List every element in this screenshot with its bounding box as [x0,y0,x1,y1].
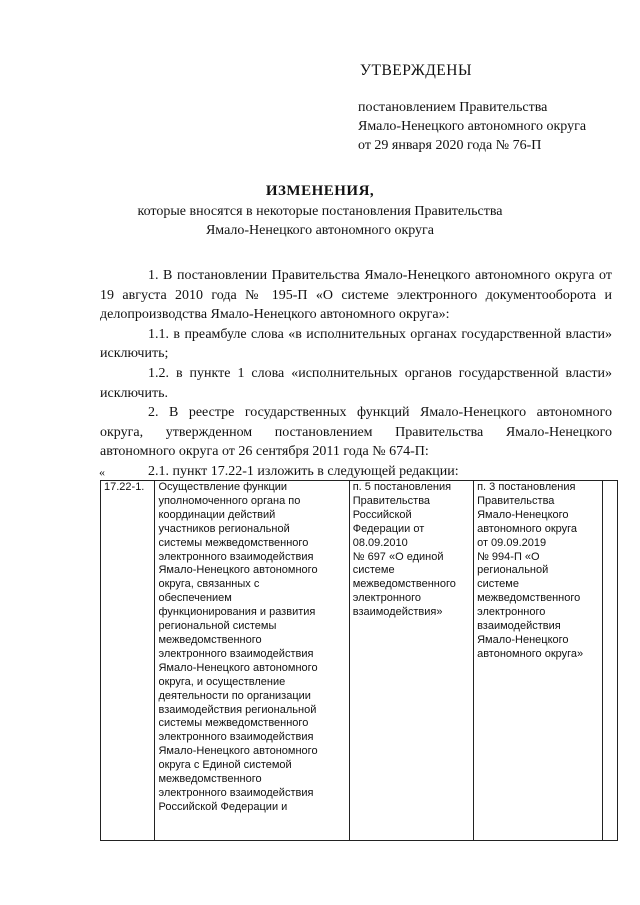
paragraph-2: 2. В реестре государственных функций Ямало-Ненецкого автономного округа, утвержденном постановлением Правительства Ямало-Ненецкого автономного округа от 26 сентября 2011 года № 674-П: [100,405,612,460]
function-line: координации действий [158,508,276,521]
function-line: электронного взаимодействия [158,550,314,563]
federal-basis-line: № 697 «О единой [352,550,444,563]
document-subtitle [0,202,640,240]
federal-basis-line: Федерации от [352,522,425,535]
function-line: электронного взаимодействия [158,786,314,799]
regional-basis-line: Ямало-Ненецкого [477,633,569,646]
function-line: межведомственного [158,633,262,646]
empty-cell [602,481,617,841]
subtitle-line: которые вносятся в некоторые постановления Правительства [137,204,503,219]
federal-basis-line: межведомственного [352,578,456,591]
approval-line: от 29 января 2020 года № 76-П [358,138,542,153]
regional-basis-line: взаимодействия [477,620,561,633]
function-line: системы межведомственного [158,717,309,730]
function-line: электронного взаимодействия [158,647,314,660]
regional-basis-line: от 09.09.2019 [477,536,547,549]
function-line: региональной системы [158,620,277,633]
federal-basis-line: системе [352,564,395,577]
function-line: обеспечением [158,592,232,605]
regional-basis-line: п. 3 постановления [477,481,576,493]
federal-basis-line: взаимодействия» [352,606,443,619]
federal-basis-cell [349,481,473,841]
registry-table [100,480,618,841]
regional-basis-line: Ямало-Ненецкого [477,508,569,521]
paragraph-2-1: 2.1. пункт 17.22-1 изложить в следующей редакции: [148,463,459,479]
federal-basis-line: Правительства [352,494,431,507]
function-line: электронного взаимодействия [158,731,314,744]
federal-basis-line: Российской [352,508,412,521]
regional-basis-line: электронного [477,606,546,619]
paragraph-1: 1. В постановлении Правительства Ямало-Ненецкого автономного округа от 19 августа 2010 года № 195-П «О системе электронного документооборота и делопроизводства Ямало-Ненецкого автономного округа»: [100,268,612,323]
approval-line: Ямало-Ненецкого автономного округа [358,119,587,134]
federal-basis-line: электронного [352,592,421,605]
function-description-cell [155,481,349,841]
regional-basis-line: региональной [477,564,549,577]
opening-quote: « [99,465,105,479]
function-line: взаимодействия региональной [158,703,317,716]
paragraph-1-2: 1.2. в пункте 1 слова «исполнительных органов государственной власти» исключить. [100,365,612,401]
paragraph-1-1: 1.1. в преамбуле слова «в исполнительных органах государственной власти» исключить; [100,326,612,362]
approval-line: постановлением Правительства [358,100,548,115]
approval-details [358,98,586,155]
function-line: округа, связанных с [158,578,260,591]
function-line: Ямало-Ненецкого автономного [158,745,318,758]
function-line: деятельности по организации [158,689,311,702]
document-body [100,266,612,482]
function-line: уполномоченного органа по [158,494,301,507]
regional-basis-line: Правительства [477,494,555,507]
regional-basis-line: автономного округа» [477,647,584,660]
function-line: системы межведомственного [158,536,309,549]
function-line: Ямало-Ненецкого автономного [158,661,318,674]
approval-heading: УТВЕРЖДЕНЫ [360,62,472,79]
function-line: округа с Единой системой [158,759,292,772]
function-line: межведомственного [158,773,262,786]
regional-basis-line: автономного округа [477,522,578,535]
function-line: Осуществление функции [158,481,288,493]
function-line: Ямало-Ненецкого автономного [158,564,318,577]
federal-basis-line: 08.09.2010 [352,536,408,549]
table-row [101,481,618,841]
federal-basis-line: п. 5 постановления [352,481,452,493]
function-line: Российской Федерации и [158,800,288,813]
item-number-cell: 17.22-1. [101,481,155,841]
function-line: участников региональной [158,522,290,535]
regional-basis-line: межведомственного [477,592,581,605]
document-title: ИЗМЕНЕНИЯ, [265,183,375,199]
regional-basis-cell [474,481,602,841]
function-line: функционирования и развития [158,606,316,619]
subtitle-line: Ямало-Ненецкого автономного округа [205,223,435,238]
regional-basis-line: № 994-П «О [477,550,540,563]
regional-basis-line: системе [477,578,519,591]
function-line: округа, и осуществление [158,675,286,688]
